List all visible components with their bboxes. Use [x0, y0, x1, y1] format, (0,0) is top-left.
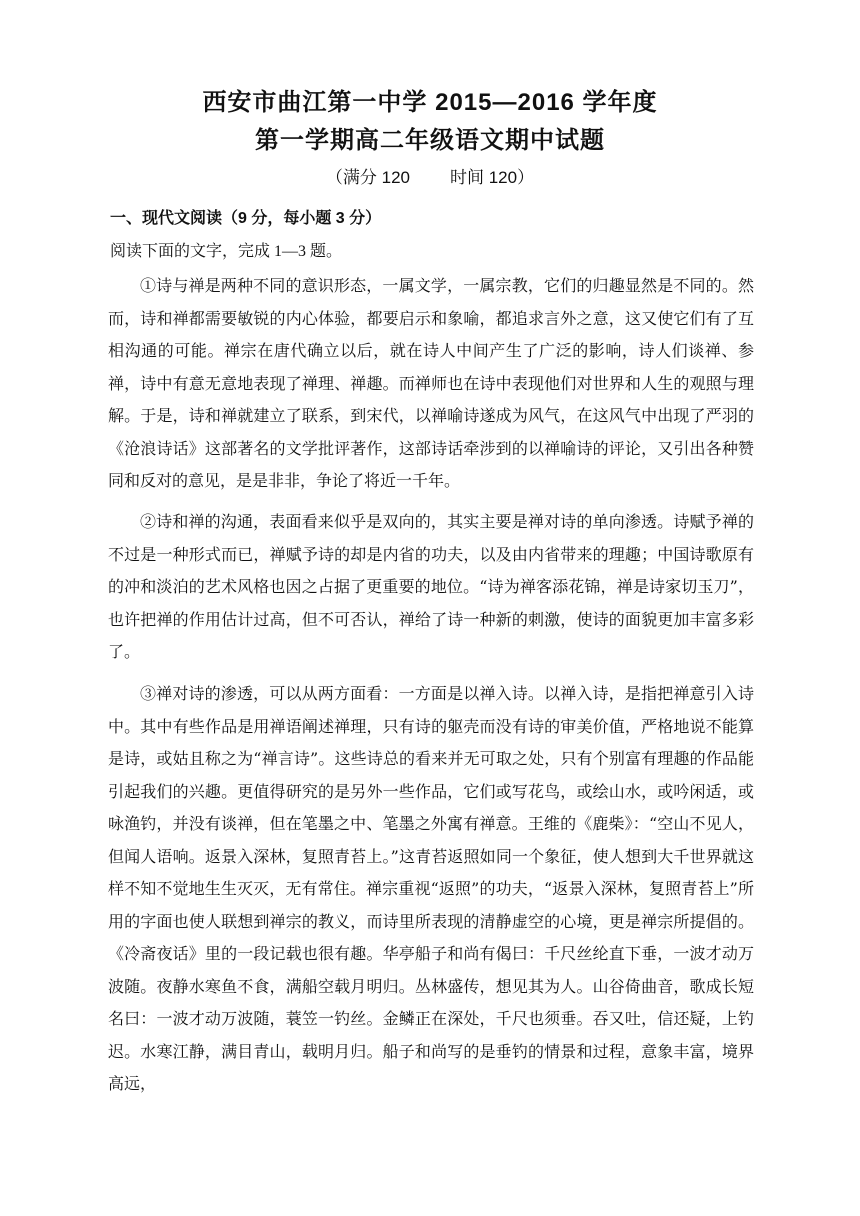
exam-title-line1: 西安市曲江第一中学 2015—2016 学年度	[202, 89, 658, 116]
score-text: （满分 120	[325, 168, 410, 187]
exam-title-line2: 第一学期高二年级语文期中试题	[255, 127, 605, 154]
exam-score-time	[0, 164, 860, 192]
time-text: 时间 120）	[450, 168, 535, 187]
passage-paragraph-1: ①诗与禅是两种不同的意识形态，一属文学，一属宗教，它们的归趣显然是不同的。然而，诗和禅都需要敏锐的内心体验，都要启示和象喻，都追求言外之意，这又使它们有了互相沟通的可能。禅宗在唐代确立以后，就在诗人中间产生了广泛的影响，诗人们谈禅、参禅，诗中有意无意地表现了禅理、禅趣。而禅师也在诗中表现他们对世界和人生的观照与理解。于是，诗和禅就建立了联系，到宋代，以禅喻诗遂成为风气，在这风气中出现了严羽的《沧浪诗话》这部著名的文学批评著作，这部诗话牵涉到的以禅喻诗的评论，又引出各种赞同和反对的意见，是是非非，争论了将近一千年。	[108, 276, 754, 490]
passage-paragraph-3: ③禅对诗的渗透，可以从两方面看：一方面是以禅入诗。以禅入诗，是指把禅意引入诗中。其中有些作品是用禅语阐述禅理，只有诗的躯壳而没有诗的审美价值，严格地说不能算是诗，或姑且称之为“禅言诗”。这些诗总的看来并无可取之处，只有个别富有理趣的作品能引起我们的兴趣。更值得研究的是另外一些作品，它们或写花鸟，或绘山水，或吟闲适，或咏渔钓，并没有谈禅，但在笔墨之中、笔墨之外寓有禅意。王维的《鹿柴》：“空山不见人，但闻人语响。返景入深林，复照青苔上。”这青苔返照如同一个象征，使人想到大千世界就这样不知不觉地生生灭灭，无有常住。禅宗重视“返照”的功夫，“返景入深林，复照青苔上”所用的字面也使人联想到禅宗的教义，而诗里所表现的清静虚空的心境，更是禅宗所提倡的。《冷斋夜话》里的一段记载也很有趣。华亭船子和尚有偈曰：千尺丝纶直下垂，一波才动万波随。夜静水寒鱼不食，满船空载月明归。丛林盛传，想见其为人。山谷倚曲音，歌成长短名曰：一波才动万波随，蓑笠一钓丝。金鳞正在深处，千尺也须垂。吞又吐，信还疑，上钓迟。水寒江静，满目青山，载明月归。船子和尚写的是垂钓的情景和过程，意象丰富，境界高远，	[108, 684, 754, 1093]
section-instruction: 阅读下面的文字，完成 1—3 题。	[110, 243, 343, 260]
passage-paragraph-2: ②诗和禅的沟通，表面看来似乎是双向的，其实主要是禅对诗的单向渗透。诗赋予禅的不过是一种形式而已，禅赋予诗的却是内省的功夫，以及由内省带来的理趣；中国诗歌原有的冲和淡泊的艺术风格也因之占据了更重要的地位。“诗为禅客添花锦，禅是诗家切玉刀”，也许把禅的作用估计过高，但不可否认，禅给了诗一种新的刺激，使诗的面貌更加丰富多彩了。	[108, 512, 754, 661]
section-heading: 一、现代文阅读（9 分，每小题 3 分）	[110, 210, 382, 227]
